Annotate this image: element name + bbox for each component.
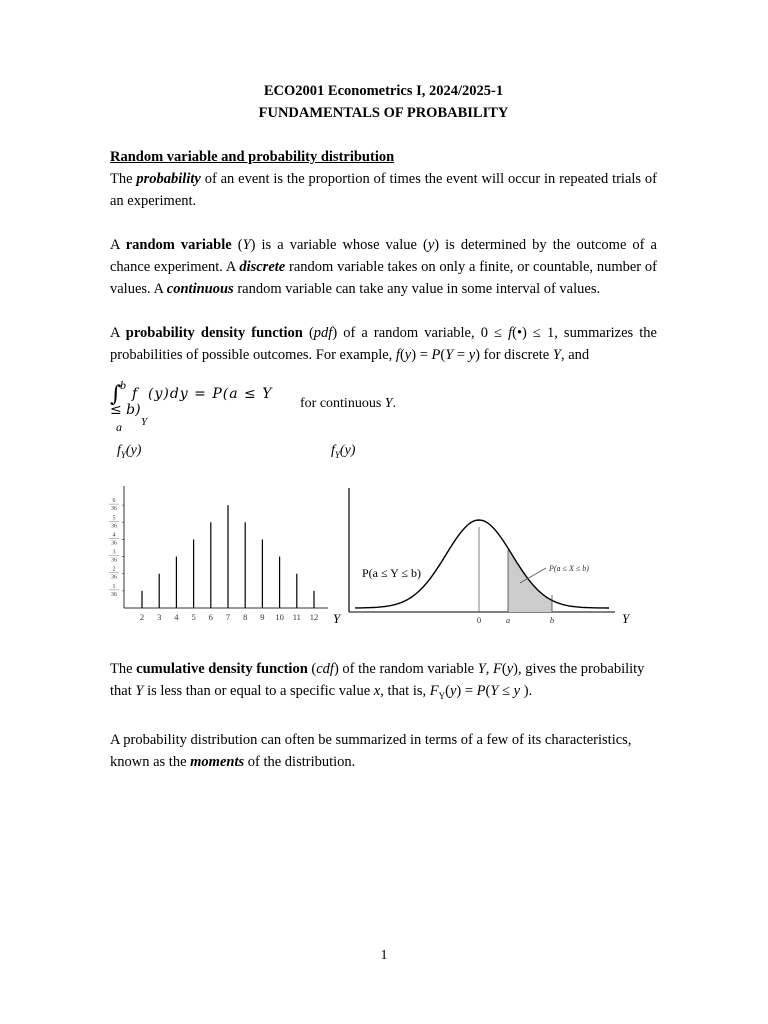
lower-text bbox=[110, 658, 657, 773]
left-pdf-label: $f_Y(y)$ bbox=[117, 443, 142, 460]
discrete-pdf-chart bbox=[109, 486, 328, 622]
integral-upper-limit: b bbox=[120, 378, 126, 392]
discrete-y-tick-denominator: 36 bbox=[111, 557, 117, 564]
integral-body-wrap: ≤ b) bbox=[110, 402, 141, 418]
integral-trailing-text: for continuous Y. bbox=[300, 396, 397, 411]
discrete-y-tick-numerator: 6 bbox=[112, 498, 116, 505]
left-x-axis-title: Y bbox=[333, 611, 341, 626]
discrete-y-tick-numerator: 1 bbox=[112, 583, 116, 590]
page-title: FUNDAMENTALS OF PROBABILITY bbox=[258, 105, 509, 121]
paragraph-probability: The probability of an event is the proportion of times the event will occur in repeated trials of an experiment. bbox=[110, 171, 657, 209]
discrete-y-tick-numerator: 4 bbox=[112, 532, 116, 539]
discrete-y-tick-numerator: 2 bbox=[112, 566, 116, 573]
discrete-x-tick-label: 12 bbox=[309, 612, 319, 622]
integral-body: (y)dy = P(a ≤ Y bbox=[148, 386, 273, 402]
discrete-x-tick-label: 11 bbox=[292, 612, 301, 622]
integral-sign: ∫ bbox=[110, 382, 122, 407]
paragraph-moments: A probability distribution can often be summarized in terms of a few of its characteristics, known as the moments of the distribution. bbox=[110, 731, 632, 770]
distribution-charts bbox=[100, 440, 660, 640]
discrete-x-tick-label: 6 bbox=[208, 612, 213, 622]
left-region-label: P(a ≤ Y ≤ b) bbox=[362, 566, 421, 580]
curve-tick-b: b bbox=[549, 615, 555, 625]
discrete-y-tick-denominator: 36 bbox=[111, 591, 117, 598]
discrete-x-tick-label: 8 bbox=[243, 612, 248, 622]
discrete-x-tick-label: 10 bbox=[275, 612, 284, 622]
course-header: ECO2001 Econometrics I, 2024/2025-1 bbox=[263, 83, 504, 99]
discrete-x-tick-label: 9 bbox=[260, 612, 265, 622]
integral-subscript: Y bbox=[141, 416, 148, 428]
continuous-pdf-chart bbox=[349, 488, 615, 612]
discrete-y-tick-numerator: 5 bbox=[112, 515, 116, 522]
document-body bbox=[110, 80, 657, 366]
right-pdf-label: $f_Y(y)$ bbox=[331, 443, 356, 460]
discrete-x-tick-label: 3 bbox=[157, 612, 162, 622]
paragraph-random-variable: A random variable (Y) is a variable whose value (y) is determined by the outcome of a chance experiment. A discrete random variable takes on only a finite, or countable, number of values. A continuous random variable can take any value in some interval of values. bbox=[110, 237, 657, 297]
integral-function: f bbox=[132, 386, 138, 402]
integral-lower-limit: a bbox=[116, 420, 122, 434]
discrete-y-tick-denominator: 36 bbox=[111, 506, 117, 513]
right-x-axis-title: Y bbox=[622, 611, 630, 626]
section-heading: Random variable and probability distribution bbox=[110, 149, 395, 165]
probability-figure bbox=[100, 440, 660, 640]
paragraph-cdf: The cumulative density function (cdf) of the random variable Y, F(y), gives the probability that Y is less than or equal to a specific value x, that is, $F_Y(y) = P(Y \le y$ ). bbox=[110, 661, 645, 701]
discrete-y-tick-denominator: 36 bbox=[111, 523, 117, 530]
curve-tick-a: a bbox=[505, 615, 511, 625]
discrete-x-tick-label: 5 bbox=[191, 612, 196, 622]
discrete-y-tick-denominator: 36 bbox=[111, 574, 117, 581]
integral-expression bbox=[110, 378, 410, 440]
discrete-x-tick-label: 4 bbox=[174, 612, 179, 622]
right-region-label: P(a ≤ X ≤ b) bbox=[549, 564, 589, 573]
discrete-y-tick-numerator: 3 bbox=[112, 549, 116, 556]
discrete-x-tick-label: 2 bbox=[139, 612, 145, 622]
discrete-x-tick-label: 7 bbox=[225, 612, 231, 622]
page-number: 1 bbox=[380, 948, 388, 963]
paragraph-pdf: A probability density function (pdf) of a random variable, 0 ≤ f(•) ≤ 1, summarizes the probabilities of possible outcomes. For example, f(y) = P(Y = y) for discrete Y, and bbox=[110, 325, 657, 363]
discrete-y-tick-denominator: 36 bbox=[111, 540, 117, 547]
curve-tick-0: 0 bbox=[476, 615, 482, 625]
